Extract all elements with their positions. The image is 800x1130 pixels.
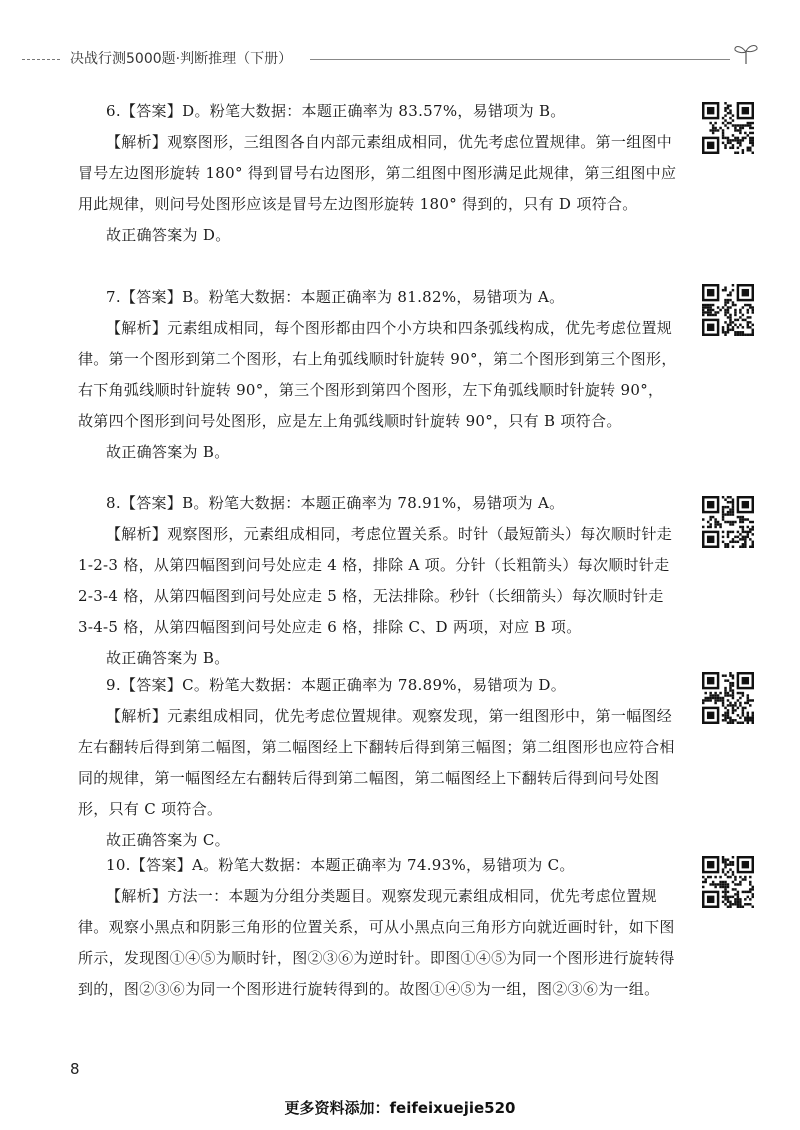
question-8 — [78, 488, 678, 674]
question-10 — [78, 850, 678, 1005]
analysis: 【解析】观察图形，元素组成相同，考虑位置关系。时针（最短箭头）每次顺时针走 1-2-3 格，从第四幅图到问号处应走 4 格，排除 A 项。分针（长粗箭头）每次顺时针走 2-3-4 格，从第四幅图到问号处应走 5 格，无法排除。秒针（长细箭头）每次顺时针走 3-4-5 格，从第四幅图到问号处应走 6 格，排除 C、D 两项，对应 B 项。 — [78, 525, 673, 636]
question-6 — [78, 96, 678, 251]
qr-code-icon[interactable] — [702, 496, 754, 548]
running-header — [0, 40, 800, 76]
sprout-icon — [732, 42, 760, 64]
qr-code-icon[interactable] — [702, 856, 754, 908]
conclusion: 故正确答案为 C。 — [106, 831, 230, 849]
answer-line: 8.【答案】B。粉笔大数据：本题正确率为 78.91%，易错项为 A。 — [106, 494, 565, 512]
answer-line: 6.【答案】D。粉笔大数据：本题正确率为 83.57%，易错项为 B。 — [106, 102, 566, 120]
answer-line: 7.【答案】B。粉笔大数据：本题正确率为 81.82%，易错项为 A。 — [106, 288, 565, 306]
answer-line: 10.【答案】A。粉笔大数据：本题正确率为 74.93%，易错项为 C。 — [106, 856, 575, 874]
qr-code-graphic — [702, 856, 754, 908]
analysis: 【解析】元素组成相同，每个图形都由四个小方块和四条弧线构成，优先考虑位置规律。第一个图形到第二个图形，右上角弧线顺时针旋转 90°，第二个图形到第三个图形，右下角弧线顺时针旋转 90°，第三个图形到第四个图形，左下角弧线顺时针旋转 90°，故第四个图形到问号处图形，应是左上角弧线顺时针旋转 90°，只有 B 项符合。 — [78, 319, 677, 430]
analysis: 【解析】观察图形，三组图各自内部元素组成相同，优先考虑位置规律。第一组图中冒号左边图形旋转 180° 得到冒号右边图形，第二组图中图形满足此规律，第三组图中应用此规律，则问号处图形应该是冒号左边图形旋转 180° 得到的，只有 D 项符合。 — [78, 133, 677, 213]
book-title: 决战行测5000题·判断推理（下册） — [70, 51, 293, 67]
qr-code-graphic — [702, 102, 754, 154]
qr-code-icon[interactable] — [702, 284, 754, 336]
qr-code-graphic — [702, 284, 754, 336]
footer-note: 更多资料添加：feifeixuejie520 — [284, 1099, 516, 1117]
header-rule-right — [310, 59, 730, 60]
conclusion: 故正确答案为 B。 — [106, 443, 230, 461]
qr-code-graphic — [702, 672, 754, 724]
conclusion: 故正确答案为 D。 — [106, 226, 231, 244]
page-number: 8 — [70, 1060, 80, 1078]
header-rule-left — [22, 59, 60, 60]
question-9 — [78, 670, 678, 856]
analysis: 【解析】元素组成相同，优先考虑位置规律。观察发现，第一组图形中，第一幅图经左右翻转后得到第二幅图，第二幅图经上下翻转后得到第三幅图；第二组图形也应符合相同的规律，第一幅图经左右翻转后得到第二幅图，第二幅图经上下翻转后得到问号处图形，只有 C 项符合。 — [78, 707, 675, 818]
qr-code-graphic — [702, 496, 754, 548]
qr-code-icon[interactable] — [702, 672, 754, 724]
qr-code-icon[interactable] — [702, 102, 754, 154]
analysis: 【解析】方法一：本题为分组分类题目。观察发现元素组成相同，优先考虑位置规律。观察小黑点和阴影三角形的位置关系，可从小黑点向三角形方向就近画时针，如下图所示，发现图①④⑤为顺时针，图②③⑥为逆时针。即图①④⑤为同一个图形进行旋转得到的，图②③⑥为同一个图形进行旋转得到的。故图①④⑤为一组，图②③⑥为一组。 — [78, 887, 675, 998]
question-7 — [78, 282, 678, 468]
answer-line: 9.【答案】C。粉笔大数据：本题正确率为 78.89%，易错项为 D。 — [106, 676, 567, 694]
conclusion: 故正确答案为 B。 — [106, 649, 230, 667]
